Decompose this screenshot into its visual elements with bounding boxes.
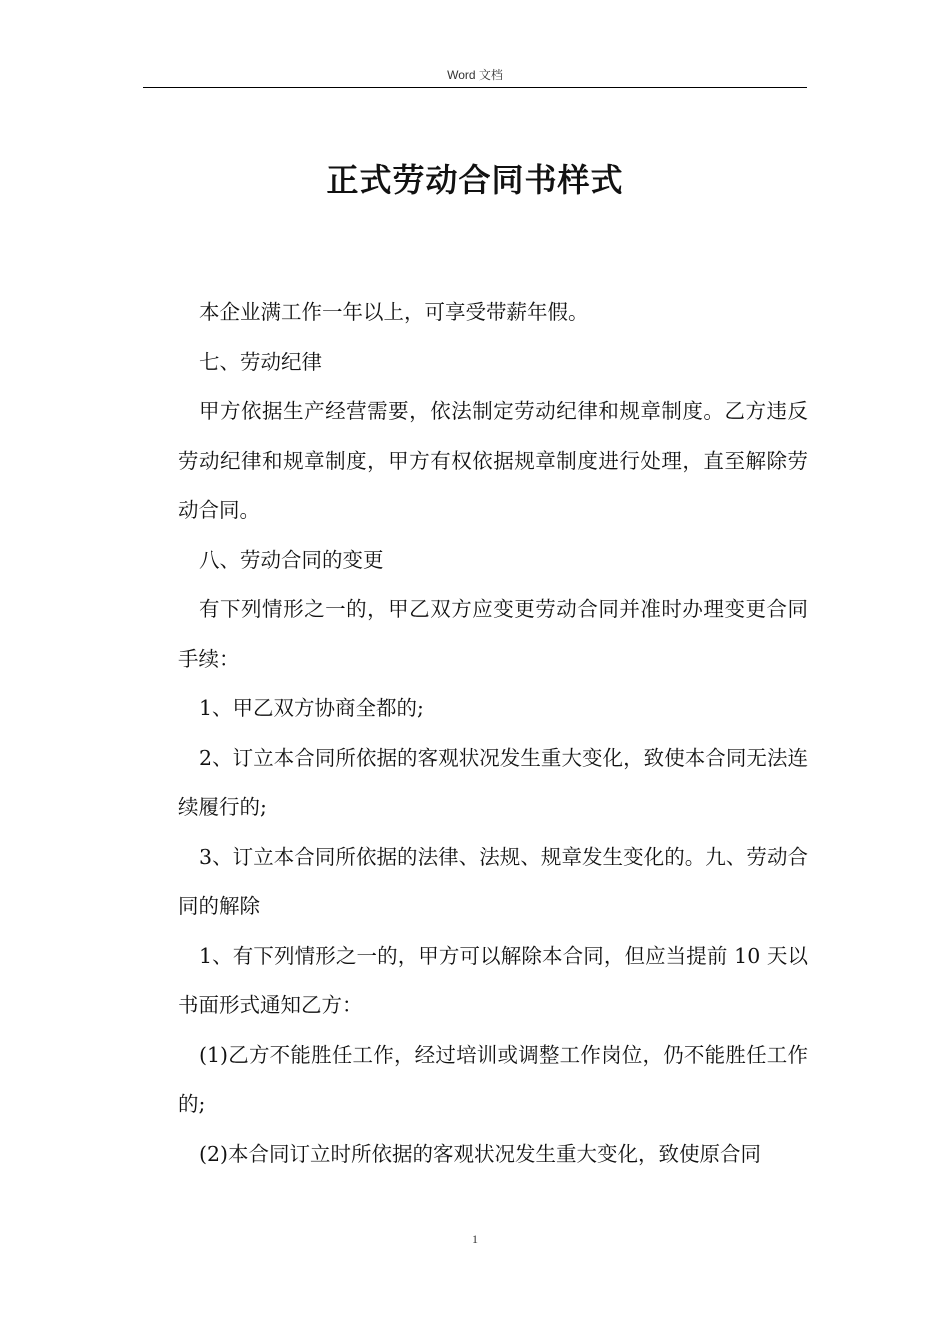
list-item-change-2: 2、订立本合同所依据的客观状况发生重大变化，致使本合同无法连续履行的; [178,745,808,819]
list-item-change-3: 3、订立本合同所依据的法律、法规、规章发生变化的。九、劳动合同的解除 [178,844,808,918]
document-title: 正式劳动合同书样式 [326,161,624,199]
list-item-termination-1-2: (2)本合同订立时所依据的客观状况发生重大变化，致使原合同 [199,1141,762,1166]
list-item-change-1: 1、甲乙双方协商全都的; [199,696,424,720]
list-item-termination-1: 1、有下列情形之一的，甲方可以解除本合同，但应当提前 10 天以书面形式通知乙方： [178,943,808,1017]
section-heading-discipline: 七、劳动纪律 [199,349,322,374]
list-item-termination-1-1: (1)乙方不能胜任工作，经过培训或调整工作岗位，仍不能胜任工作的; [178,1042,808,1116]
paragraph-annual-leave: 本企业满工作一年以上，可享受带薪年假。 [199,300,589,324]
paragraph-discipline: 甲方依据生产经营需要，依法制定劳动纪律和规章制度。乙方违反劳动纪律和规章制度，甲方有权依据规章制度进行处理，直至解除劳动合同。 [178,399,808,522]
paragraph-change-intro: 有下列情形之一的，甲乙双方应变更劳动合同并准时办理变更合同手续： [178,597,808,671]
page-number: 1 [472,1232,478,1246]
document-body [178,288,808,1179]
header-divider [143,87,807,88]
section-heading-change: 八、劳动合同的变更 [199,547,384,572]
page-header-label: Word 文档 [447,68,503,82]
